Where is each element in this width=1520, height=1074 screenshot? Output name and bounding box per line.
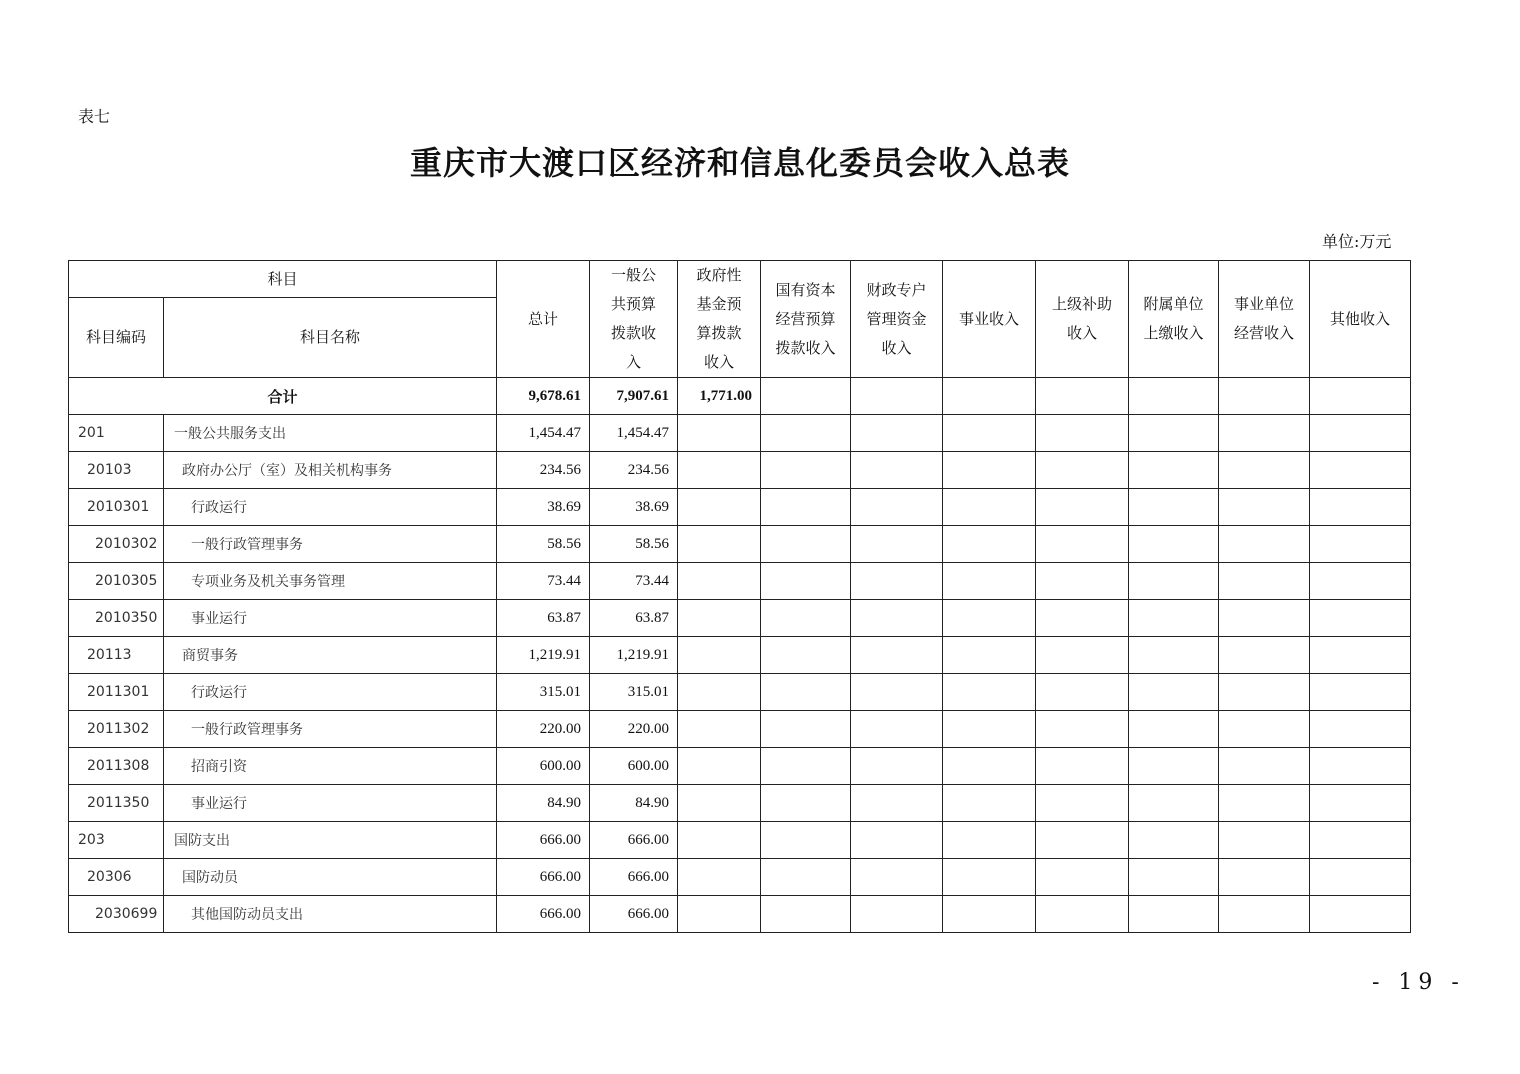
row-total: 666.00	[497, 859, 590, 896]
empty-cell	[678, 822, 761, 859]
header-total: 总计	[497, 261, 590, 378]
empty-cell	[851, 600, 943, 637]
empty-cell	[1310, 378, 1411, 415]
empty-cell	[1036, 748, 1129, 785]
empty-cell	[1219, 859, 1310, 896]
empty-cell	[851, 822, 943, 859]
row-general-budget: 73.44	[590, 563, 678, 600]
row-general-budget: 1,454.47	[590, 415, 678, 452]
empty-cell	[1219, 822, 1310, 859]
total-value: 9,678.61	[497, 378, 590, 415]
empty-cell	[851, 489, 943, 526]
empty-cell	[851, 415, 943, 452]
empty-cell	[943, 489, 1036, 526]
empty-cell	[1219, 526, 1310, 563]
row-general-budget: 666.00	[590, 859, 678, 896]
header-row-1	[69, 261, 1411, 298]
row-name: 其他国防动员支出	[164, 896, 497, 933]
row-code: 2010350	[69, 600, 164, 637]
empty-cell	[761, 637, 851, 674]
empty-cell	[1219, 600, 1310, 637]
total-gov-fund: 1,771.00	[678, 378, 761, 415]
row-name: 一般行政管理事务	[164, 711, 497, 748]
empty-cell	[1036, 489, 1129, 526]
row-code: 20113	[69, 637, 164, 674]
empty-cell	[851, 378, 943, 415]
empty-cell	[1310, 415, 1411, 452]
empty-cell	[761, 859, 851, 896]
empty-cell	[678, 415, 761, 452]
empty-cell	[1310, 896, 1411, 933]
income-summary-table	[68, 260, 1411, 933]
unit-label: 单位:万元	[1322, 232, 1392, 251]
row-total: 73.44	[497, 563, 590, 600]
table-row	[69, 674, 1411, 711]
empty-cell	[1310, 822, 1411, 859]
empty-cell	[678, 711, 761, 748]
row-name: 事业运行	[164, 600, 497, 637]
page-title: 重庆市大渡口区经济和信息化委员会收入总表	[409, 144, 1070, 182]
empty-cell	[1129, 600, 1219, 637]
header-career-income: 事业收入	[943, 261, 1036, 378]
empty-cell	[761, 563, 851, 600]
table-row	[69, 415, 1411, 452]
empty-cell	[678, 637, 761, 674]
empty-cell	[943, 674, 1036, 711]
empty-cell	[761, 489, 851, 526]
row-general-budget: 234.56	[590, 452, 678, 489]
empty-cell	[1310, 489, 1411, 526]
row-name: 国防支出	[164, 822, 497, 859]
row-general-budget: 600.00	[590, 748, 678, 785]
row-name: 商贸事务	[164, 637, 497, 674]
empty-cell	[761, 378, 851, 415]
empty-cell	[1310, 637, 1411, 674]
empty-cell	[1129, 748, 1219, 785]
row-code: 2010302	[69, 526, 164, 563]
empty-cell	[1129, 452, 1219, 489]
empty-cell	[1129, 711, 1219, 748]
header-subject: 科目	[69, 261, 497, 298]
table-row	[69, 637, 1411, 674]
empty-cell	[1036, 378, 1129, 415]
empty-cell	[943, 378, 1036, 415]
row-code: 2011350	[69, 785, 164, 822]
empty-cell	[1129, 563, 1219, 600]
table-row	[69, 489, 1411, 526]
row-name: 行政运行	[164, 674, 497, 711]
row-total: 666.00	[497, 822, 590, 859]
empty-cell	[1036, 637, 1129, 674]
row-name: 政府办公厅（室）及相关机构事务	[164, 452, 497, 489]
table-row	[69, 563, 1411, 600]
empty-cell	[1219, 674, 1310, 711]
row-code: 2011302	[69, 711, 164, 748]
empty-cell	[1036, 415, 1129, 452]
row-general-budget: 1,219.91	[590, 637, 678, 674]
empty-cell	[1219, 711, 1310, 748]
row-code: 203	[69, 822, 164, 859]
table-row	[69, 859, 1411, 896]
empty-cell	[1310, 563, 1411, 600]
empty-cell	[1310, 674, 1411, 711]
empty-cell	[678, 600, 761, 637]
row-general-budget: 63.87	[590, 600, 678, 637]
header-fiscal-special: 财政专户管理资金收入	[851, 261, 943, 378]
empty-cell	[1129, 415, 1219, 452]
empty-cell	[1129, 526, 1219, 563]
empty-cell	[1219, 748, 1310, 785]
empty-cell	[943, 896, 1036, 933]
table-row	[69, 711, 1411, 748]
empty-cell	[851, 674, 943, 711]
empty-cell	[761, 711, 851, 748]
empty-cell	[943, 711, 1036, 748]
empty-cell	[678, 785, 761, 822]
empty-cell	[1310, 748, 1411, 785]
row-total: 315.01	[497, 674, 590, 711]
empty-cell	[1129, 896, 1219, 933]
empty-cell	[943, 748, 1036, 785]
empty-cell	[1129, 378, 1219, 415]
empty-cell	[1036, 563, 1129, 600]
empty-cell	[1129, 785, 1219, 822]
empty-cell	[943, 859, 1036, 896]
table-row	[69, 600, 1411, 637]
empty-cell	[678, 896, 761, 933]
row-general-budget: 38.69	[590, 489, 678, 526]
row-code: 20306	[69, 859, 164, 896]
row-total: 1,219.91	[497, 637, 590, 674]
row-general-budget: 220.00	[590, 711, 678, 748]
row-total: 63.87	[497, 600, 590, 637]
row-name: 专项业务及机关事务管理	[164, 563, 497, 600]
header-affiliate-income: 附属单位上缴收入	[1129, 261, 1219, 378]
empty-cell	[1219, 785, 1310, 822]
row-total: 84.90	[497, 785, 590, 822]
empty-cell	[851, 711, 943, 748]
row-code: 201	[69, 415, 164, 452]
empty-cell	[1219, 452, 1310, 489]
row-code: 2030699	[69, 896, 164, 933]
table-row	[69, 896, 1411, 933]
page-number: - 19 -	[1372, 970, 1465, 995]
row-code: 2010301	[69, 489, 164, 526]
empty-cell	[1036, 711, 1129, 748]
empty-cell	[943, 563, 1036, 600]
empty-cell	[1129, 637, 1219, 674]
total-label: 合计	[69, 378, 497, 415]
header-subject-code: 科目编码	[69, 298, 164, 378]
row-total: 666.00	[497, 896, 590, 933]
row-total: 38.69	[497, 489, 590, 526]
empty-cell	[1219, 896, 1310, 933]
empty-cell	[1129, 822, 1219, 859]
empty-cell	[943, 822, 1036, 859]
row-total: 1,454.47	[497, 415, 590, 452]
empty-cell	[851, 563, 943, 600]
empty-cell	[678, 452, 761, 489]
empty-cell	[761, 674, 851, 711]
empty-cell	[1129, 859, 1219, 896]
row-code: 2010305	[69, 563, 164, 600]
empty-cell	[851, 785, 943, 822]
empty-cell	[943, 526, 1036, 563]
header-superior-subsidy: 上级补助收入	[1036, 261, 1129, 378]
row-general-budget: 84.90	[590, 785, 678, 822]
header-general-budget: 一般公共预算拨款收入	[590, 261, 678, 378]
empty-cell	[1310, 452, 1411, 489]
empty-cell	[1219, 489, 1310, 526]
empty-cell	[943, 600, 1036, 637]
empty-cell	[1036, 822, 1129, 859]
empty-cell	[761, 822, 851, 859]
empty-cell	[761, 600, 851, 637]
row-code: 20103	[69, 452, 164, 489]
header-subject-name: 科目名称	[164, 298, 497, 378]
header-state-capital: 国有资本经营预算拨款收入	[761, 261, 851, 378]
row-name: 行政运行	[164, 489, 497, 526]
row-total: 58.56	[497, 526, 590, 563]
row-total: 600.00	[497, 748, 590, 785]
empty-cell	[761, 415, 851, 452]
empty-cell	[678, 748, 761, 785]
total-general-budget: 7,907.61	[590, 378, 678, 415]
empty-cell	[1036, 896, 1129, 933]
empty-cell	[761, 896, 851, 933]
total-row	[69, 378, 1411, 415]
empty-cell	[943, 415, 1036, 452]
table-row	[69, 785, 1411, 822]
table-number: 表七	[78, 107, 111, 126]
empty-cell	[761, 748, 851, 785]
header-gov-fund: 政府性基金预算拨款收入	[678, 261, 761, 378]
row-total: 220.00	[497, 711, 590, 748]
row-name: 一般行政管理事务	[164, 526, 497, 563]
row-code: 2011308	[69, 748, 164, 785]
table-row	[69, 822, 1411, 859]
empty-cell	[678, 563, 761, 600]
empty-cell	[678, 674, 761, 711]
empty-cell	[678, 859, 761, 896]
empty-cell	[851, 526, 943, 563]
empty-cell	[1219, 563, 1310, 600]
row-total: 234.56	[497, 452, 590, 489]
row-name: 招商引资	[164, 748, 497, 785]
row-name: 一般公共服务支出	[164, 415, 497, 452]
empty-cell	[1036, 674, 1129, 711]
empty-cell	[851, 452, 943, 489]
row-general-budget: 666.00	[590, 822, 678, 859]
empty-cell	[1036, 452, 1129, 489]
empty-cell	[851, 637, 943, 674]
empty-cell	[1036, 859, 1129, 896]
empty-cell	[1129, 489, 1219, 526]
empty-cell	[761, 526, 851, 563]
empty-cell	[1219, 415, 1310, 452]
empty-cell	[1036, 785, 1129, 822]
empty-cell	[1310, 859, 1411, 896]
empty-cell	[678, 489, 761, 526]
table-row	[69, 526, 1411, 563]
table-row	[69, 748, 1411, 785]
empty-cell	[1129, 674, 1219, 711]
empty-cell	[1310, 785, 1411, 822]
row-name: 事业运行	[164, 785, 497, 822]
empty-cell	[851, 859, 943, 896]
empty-cell	[1310, 600, 1411, 637]
header-career-operating: 事业单位经营收入	[1219, 261, 1310, 378]
empty-cell	[761, 452, 851, 489]
empty-cell	[1310, 711, 1411, 748]
table-row	[69, 452, 1411, 489]
empty-cell	[1036, 526, 1129, 563]
header-other-income: 其他收入	[1310, 261, 1411, 378]
row-general-budget: 666.00	[590, 896, 678, 933]
empty-cell	[761, 785, 851, 822]
row-name: 国防动员	[164, 859, 497, 896]
row-general-budget: 58.56	[590, 526, 678, 563]
empty-cell	[678, 526, 761, 563]
empty-cell	[943, 452, 1036, 489]
empty-cell	[1219, 637, 1310, 674]
empty-cell	[851, 748, 943, 785]
row-code: 2011301	[69, 674, 164, 711]
empty-cell	[1310, 526, 1411, 563]
empty-cell	[1219, 378, 1310, 415]
empty-cell	[851, 896, 943, 933]
empty-cell	[1036, 600, 1129, 637]
empty-cell	[943, 637, 1036, 674]
row-general-budget: 315.01	[590, 674, 678, 711]
empty-cell	[943, 785, 1036, 822]
